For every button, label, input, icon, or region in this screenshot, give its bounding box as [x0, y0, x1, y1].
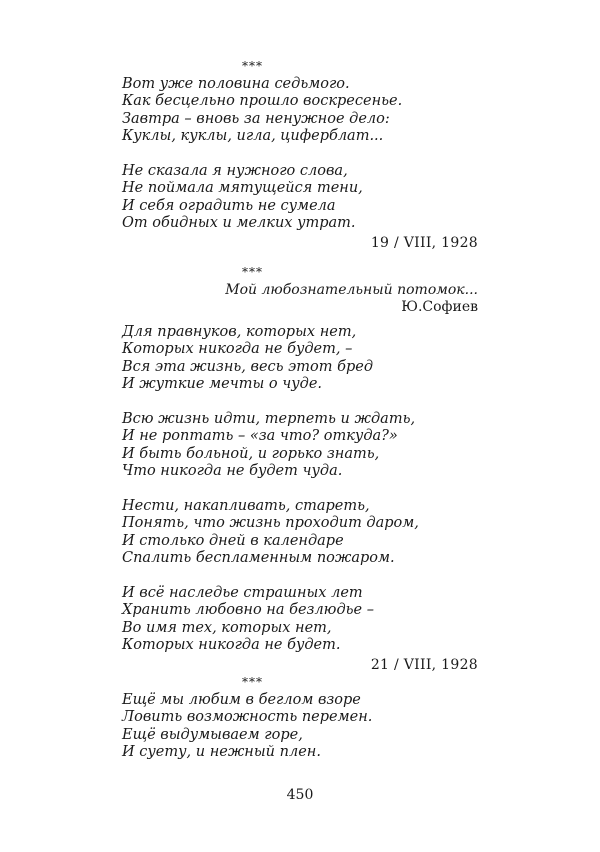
page-number: 450: [286, 787, 314, 803]
section-separator: ***: [242, 265, 263, 279]
poem-2: [122, 266, 478, 674]
verse-line: От обидных и мелких утрат.: [122, 215, 356, 232]
verse-line: Как бесцельно прошло воскресенье.: [122, 93, 403, 110]
verse-line: И суету, и нежный плен.: [122, 744, 321, 761]
verse-line: И себя оградить не сумела: [122, 197, 336, 214]
verse-line: Которых никогда не будет.: [122, 637, 341, 654]
verse-line: Ещё мы любим в беглом взоре: [122, 692, 361, 708]
stanza: [122, 163, 478, 233]
stanza: [122, 76, 478, 146]
verse-line: Не поймала мятущейся тени,: [122, 180, 363, 197]
verse-line: И не роптать – «за что? откуда?»: [122, 428, 398, 445]
verse-line: Завтра – вновь за ненужное дело:: [122, 110, 390, 127]
stanza: [122, 585, 478, 655]
epigraph-author: Ю.Софиев: [401, 299, 478, 315]
verse-line: Ещё выдумываем горе,: [122, 726, 303, 743]
verse-line: Которых никогда не будет, –: [122, 341, 353, 358]
verse-line: И всё наследье страшных лет: [122, 585, 363, 602]
poem-date: 19 / VIII, 1928: [370, 234, 478, 251]
poem-3: [122, 676, 478, 762]
poem-1: [122, 60, 478, 252]
verse-line: Во имя тех, которых нет,: [122, 619, 332, 636]
verse-line: И жуткие мечты о чуде.: [122, 376, 323, 393]
epigraph: Мой любознательный потомок...: [225, 282, 478, 298]
verse-line: Понять, что жизнь проходит даром,: [122, 515, 419, 532]
verse-line: Вся эта жизнь, весь этот бред: [122, 358, 374, 375]
verse-line: Ловить возможность перемен.: [122, 709, 373, 726]
section-separator: ***: [242, 59, 263, 73]
verse-line: Всю жизнь идти, терпеть и ждать,: [122, 411, 416, 428]
verse-line: Что никогда не будет чуда.: [122, 463, 343, 480]
stanza: [122, 324, 478, 394]
verse-line: Для правнуков, которых нет,: [122, 324, 357, 340]
verse-line: И быть больной, и горько знать,: [122, 445, 380, 462]
stanza: [122, 692, 478, 762]
stanza: [122, 411, 478, 481]
verse-line: Хранить любовно на безлюдье –: [122, 602, 374, 619]
poem-date: 21 / VIII, 1928: [370, 656, 478, 673]
verse-line: Куклы, куклы, игла, циферблат...: [122, 128, 384, 145]
section-separator: ***: [242, 675, 263, 689]
verse-line: Нести, накапливать, стареть,: [122, 498, 370, 515]
stanza: [122, 498, 478, 568]
verse-line: Спалить беспламенным пожаром.: [122, 550, 395, 567]
verse-line: Не сказала я нужного слова,: [122, 163, 348, 180]
verse-line: И столько дней в календаре: [122, 532, 344, 549]
verse-line: Вот уже половина седьмого.: [122, 76, 350, 92]
